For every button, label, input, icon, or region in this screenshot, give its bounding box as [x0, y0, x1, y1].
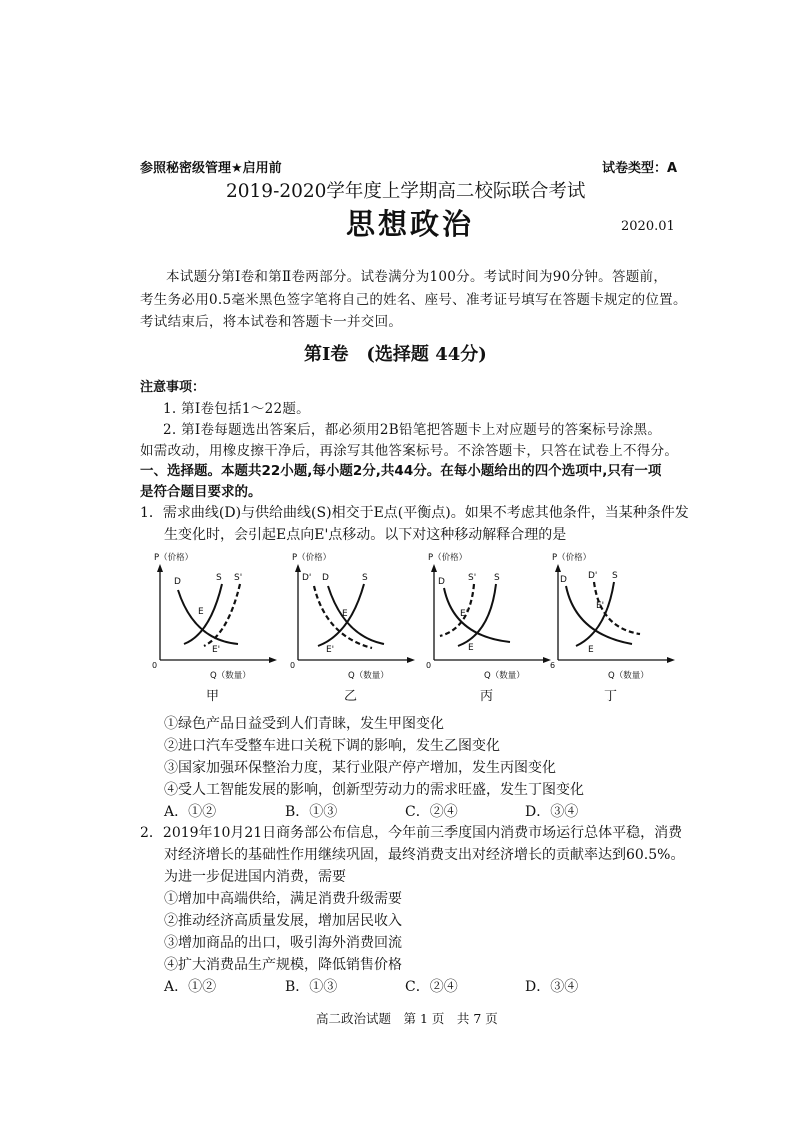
graph-yi-label-d: D [322, 573, 329, 583]
graph-bing [424, 548, 552, 708]
graph-jia-label-s-prime: S' [234, 573, 243, 583]
part-heading-a: 一、选择题。本题共22小题,每小题2分,共44分。在每小题给出的四个选项中,只有一项 [140, 463, 662, 479]
q1-statement-4: ④受人工智能发展的影响，创新型劳动力的需求旺盛，发生丁图变化 [164, 782, 584, 798]
graph-jia-caption: 甲 [206, 689, 220, 704]
graph-ding-ylabel: P（价格） [552, 553, 592, 563]
q1-option-d: D．③④ [525, 804, 579, 820]
intro-line-2: 考生务必用0.5毫米黑色签字笔将自己的姓名、座号、准考证号填写在答题卡规定的位置。 [140, 292, 687, 308]
graph-bing-xlabel: Q（数量） [484, 671, 525, 681]
confidential-mark: 参照秘密级管理★启用前 [140, 161, 282, 176]
q1-stem-line-2: 生变化时，会引起E点向E'点移动。以下对这种移动解释合理的是 [164, 527, 567, 543]
graph-ding [548, 548, 676, 708]
graph-bing-label-s: S [494, 573, 500, 583]
graph-ding-label-e-prime: E' [596, 601, 605, 611]
section-title: 第Ⅰ卷 (选择题 44分) [304, 344, 487, 365]
graph-jia-label-e-prime: E' [212, 645, 221, 655]
q2-statement-3: ③增加商品的出口，吸引海外消费回流 [164, 935, 402, 951]
q1-stem-line-1: 1．需求曲线(D)与供给曲线(S)相交于E点(平衡点)。如果不考虑其他条件，当某种条件发 [140, 505, 689, 521]
graph-jia-label-s: S [216, 573, 222, 583]
exam-title: 2019-2020学年度上学期高二校际联合考试 [226, 181, 586, 202]
q2-stem-line-3: 为进一步促进国内消费，需要 [164, 869, 346, 885]
q1-statement-3: ③国家加强环保整治力度，某行业限产停产增加，发生丙图变化 [164, 760, 556, 776]
graph-ding-origin: 6 [550, 661, 556, 670]
graph-ding-demand-curve [566, 586, 632, 644]
graph-jia [150, 548, 278, 708]
subject-title: 思想政治 [346, 207, 475, 241]
graph-bing-label-e-prime: E' [460, 609, 469, 619]
graph-jia-ylabel: P（价格） [154, 553, 194, 563]
graph-bing-label-d: D [438, 577, 445, 587]
graph-jia-origin: 0 [152, 661, 158, 670]
notice-label: 注意事项： [140, 380, 206, 395]
graph-jia-new-supply-curve [204, 584, 240, 646]
graph-yi-label-e: E [342, 609, 348, 619]
q2-statement-1: ①增加中高端供给，满足消费升级需要 [164, 891, 402, 907]
graph-yi-xlabel: Q（数量） [348, 671, 389, 681]
graph-bing-ylabel: P（价格） [428, 553, 468, 563]
q1-option-a: A．①② [164, 804, 217, 820]
graph-jia-label-d: D [174, 577, 181, 587]
q1-statement-1: ①绿色产品日益受到人们青睐，发生甲图变化 [164, 716, 444, 732]
graph-bing-label-s-prime: S' [468, 573, 477, 583]
q2-option-b: B．①③ [285, 979, 338, 995]
intro-line-1: 本试题分第Ⅰ卷和第Ⅱ卷两部分。试卷满分为100分。考试时间为90分钟。答题前， [166, 269, 668, 285]
graph-bing-caption: 丙 [480, 689, 494, 704]
graph-yi-origin: 0 [290, 661, 296, 670]
graph-ding-label-d-prime: D' [588, 571, 598, 581]
graph-yi-label-d-prime: D' [302, 573, 312, 583]
graph-ding-label-s: S [612, 571, 618, 581]
graph-yi-ylabel: P（价格） [292, 553, 332, 563]
q1-option-b: B．①③ [285, 804, 338, 820]
graph-bing-label-e: E [468, 643, 474, 653]
exam-date: 2020.01 [621, 219, 675, 234]
intro-line-3: 考试结束后，将本试卷和答题卡一并交回。 [140, 314, 403, 330]
q2-option-a: A．①② [164, 979, 217, 995]
graph-bing-origin: 0 [426, 661, 432, 670]
q2-stem-line-2: 对经济增长的基础性作用继续巩固，最终消费支出对经济增长的贡献率达到60.5%。 [164, 847, 685, 863]
graph-yi [288, 548, 416, 708]
notice-item-2b: 如需改动，用橡皮擦干净后，再涂写其他答案标号。不涂答题卡，只答在试卷上不得分。 [140, 443, 679, 459]
paper-type: 试卷类型：A [602, 161, 678, 176]
graph-yi-label-e-prime: E' [326, 645, 335, 655]
graph-yi-caption: 乙 [344, 689, 358, 704]
graph-ding-label-d: D [560, 575, 567, 585]
q1-statement-2: ②进口汽车受整车进口关税下调的影响，发生乙图变化 [164, 738, 500, 754]
q2-option-c: C．②④ [405, 979, 458, 995]
part-heading-b: 是符合题目要求的。 [140, 484, 262, 500]
graph-jia-xlabel: Q（数量） [210, 671, 251, 681]
q2-stem-line-1: 2．2019年10月21日商务部公布信息，今年前三季度国内消费市场运行总体平稳，消费 [140, 825, 683, 841]
q2-statement-2: ②推动经济高质量发展，增加居民收入 [164, 913, 402, 929]
notice-item-1: 1. 第Ⅰ卷包括1～22题。 [163, 401, 310, 417]
q2-option-d: D．③④ [525, 979, 579, 995]
graph-ding-caption: 丁 [604, 689, 618, 704]
q2-statement-4: ④扩大消费品生产规模，降低销售价格 [164, 957, 402, 973]
graph-yi-label-s: S [362, 573, 368, 583]
page-footer: 高二政治试题 第 1 页 共 7 页 [316, 1011, 498, 1026]
graph-ding-xlabel: Q（数量） [608, 671, 649, 681]
q1-option-c: C．②④ [405, 804, 458, 820]
notice-item-2a: 2. 第Ⅰ卷每题选出答案后，都必须用2B铅笔把答题卡上对应题号的答案标号涂黑。 [163, 422, 662, 438]
graph-jia-label-e: E [198, 607, 204, 617]
graph-ding-label-e: E [588, 645, 594, 655]
